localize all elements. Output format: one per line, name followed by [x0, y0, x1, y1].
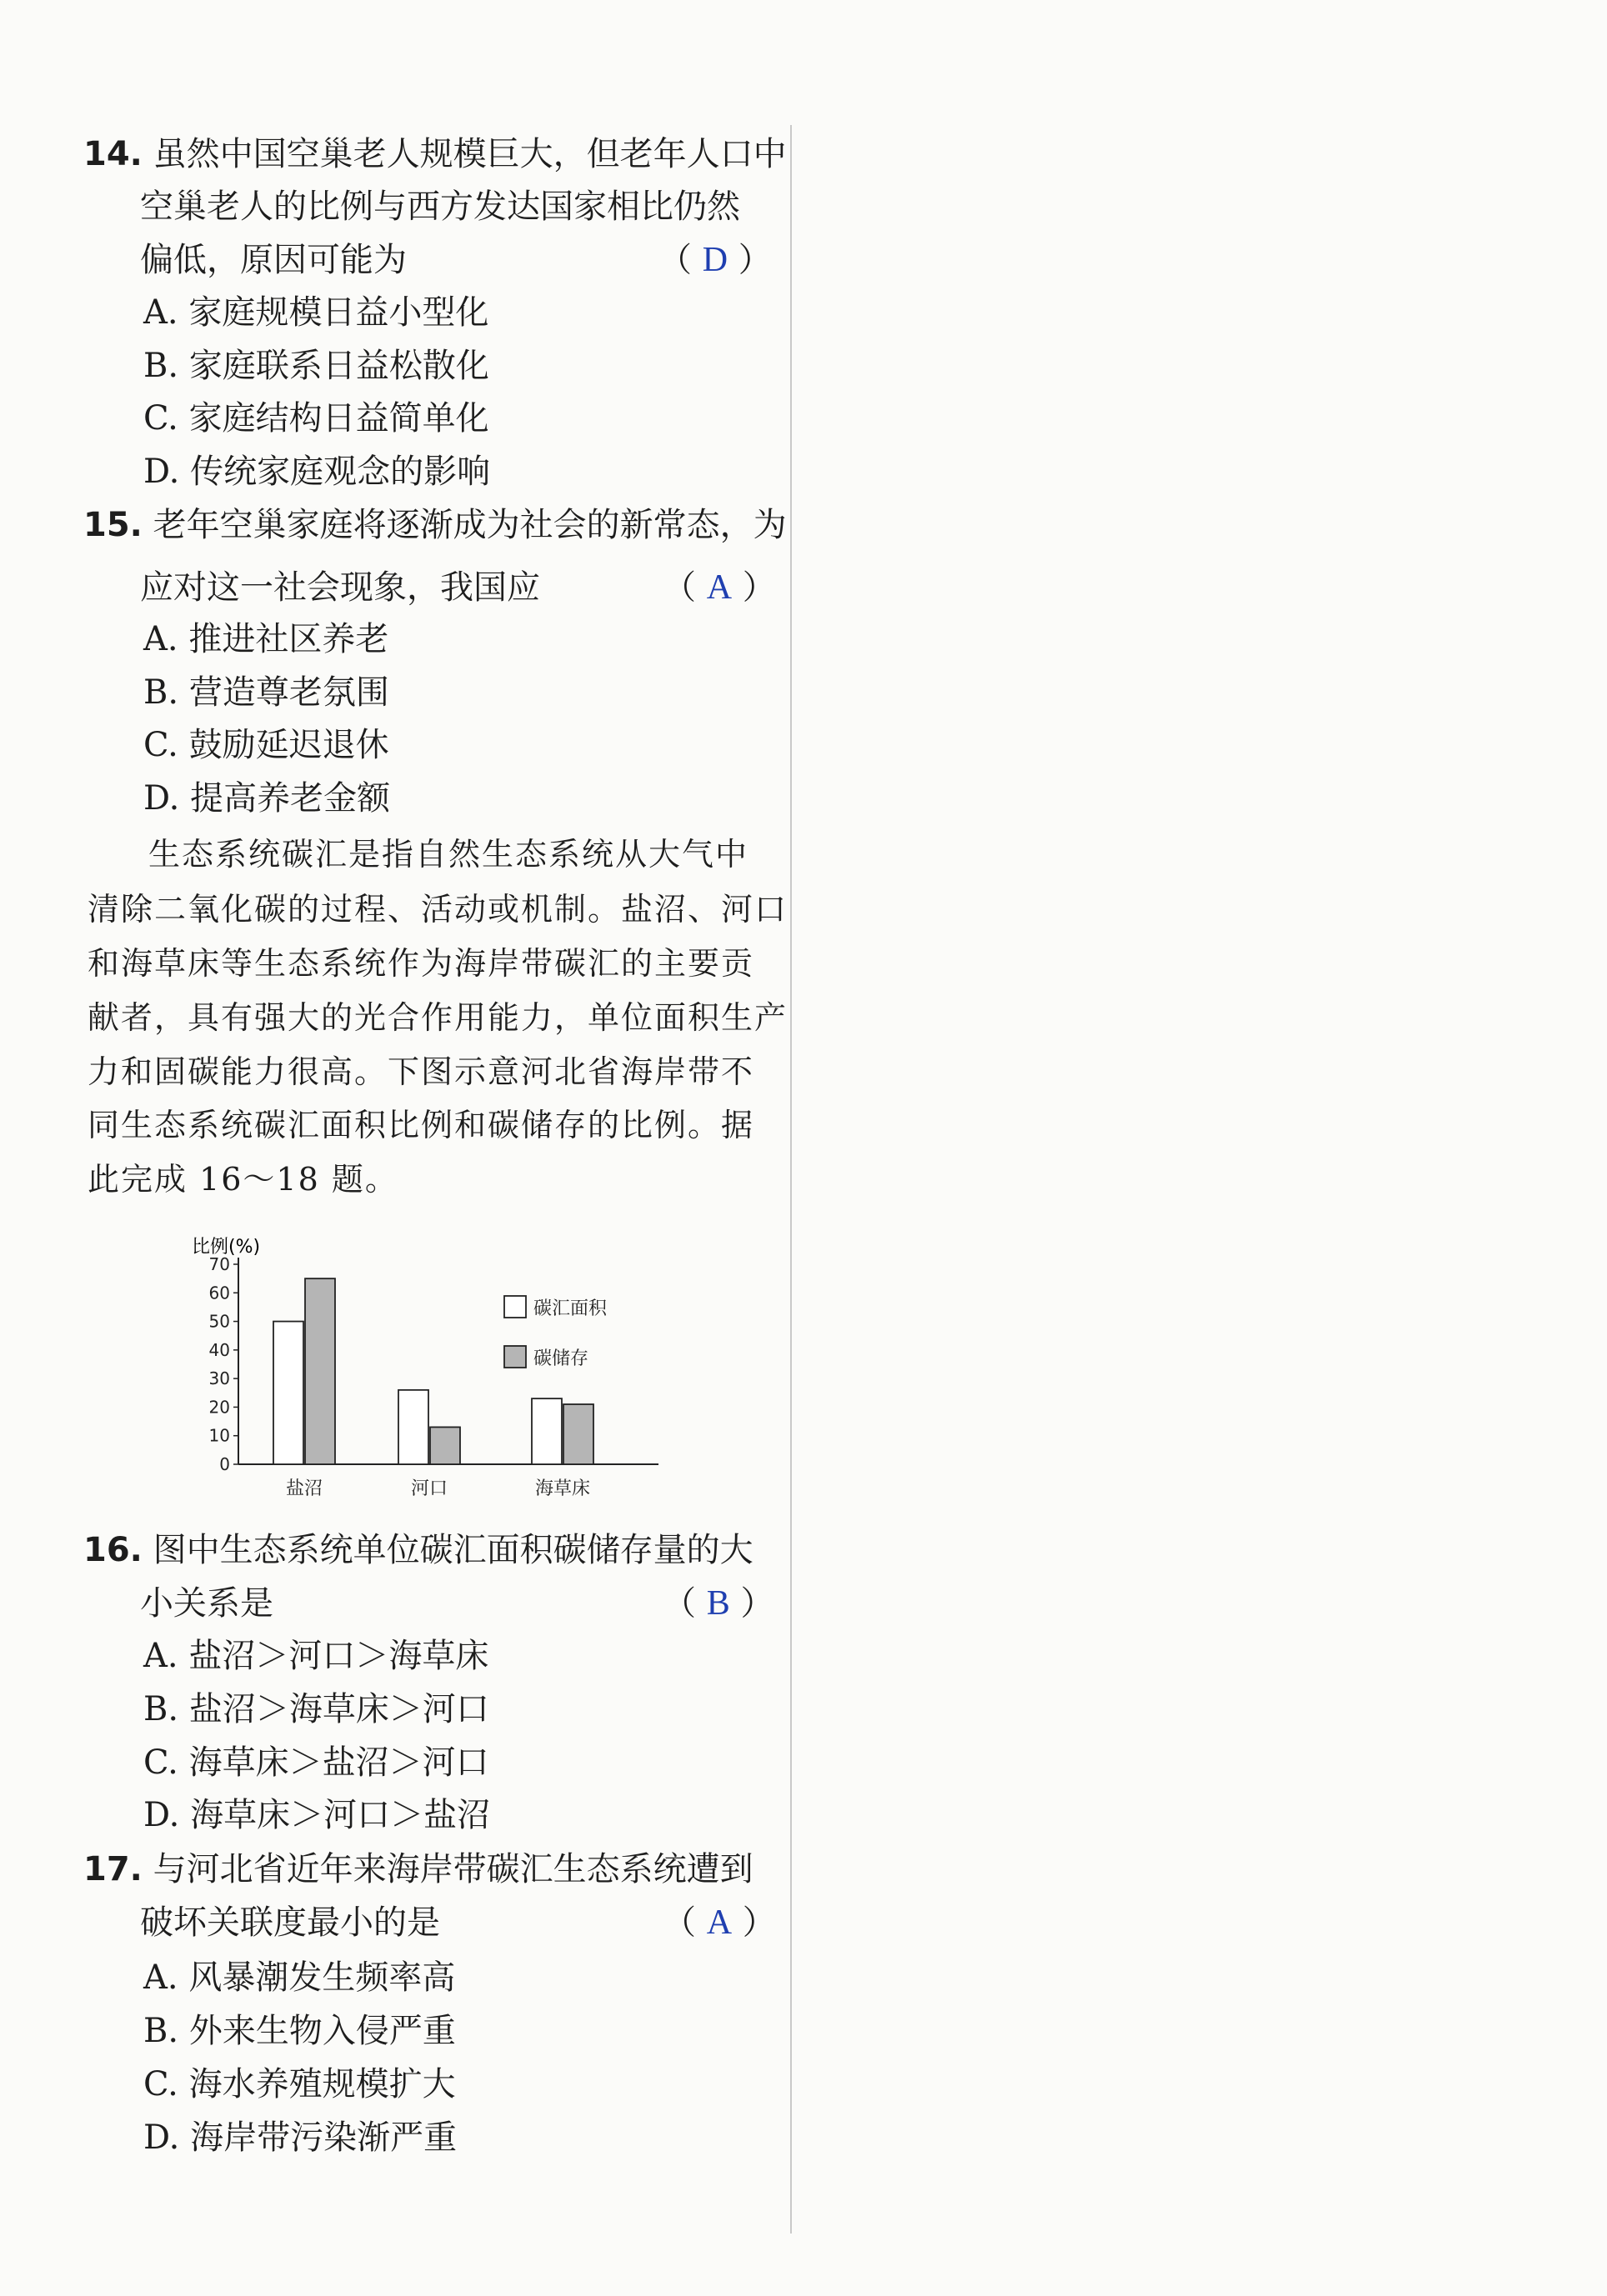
- passage-line-5: 力和固碳能力很高。下图示意河北省海岸带不: [88, 1053, 755, 1090]
- question-15-line-2: 应对这一社会现象，我国应: [140, 568, 540, 607]
- passage-line-3: 和海草床等生态系统作为海岸带碳汇的主要贡: [88, 945, 755, 982]
- bar-盐沼-碳汇面积: [273, 1322, 303, 1464]
- chart-y-tick-label: 70: [208, 1254, 230, 1274]
- option-15-b: B. 营造尊老氛围: [143, 673, 389, 712]
- question-number: 14.: [83, 135, 143, 173]
- option-15-c: C. 鼓励延迟退休: [143, 726, 389, 764]
- chart-y-tick-label: 10: [208, 1425, 230, 1446]
- legend-swatch-碳储存: [504, 1346, 526, 1368]
- option-16-d: D. 海草床＞河口＞盐沼: [143, 1796, 491, 1834]
- chart-y-tick-label: 60: [208, 1283, 230, 1303]
- option-14-c: C. 家庭结构日益简单化: [143, 399, 489, 438]
- bar-河口-碳储存: [430, 1427, 460, 1464]
- bar-海草床-碳储存: [563, 1404, 593, 1464]
- question-15-line-1: 15. 老年空巢家庭将逐渐成为社会的新常态，为: [83, 506, 787, 544]
- option-17-a: A. 风暴潮发生频率高: [143, 1958, 456, 1997]
- option-17-b: B. 外来生物入侵严重: [143, 2012, 456, 2050]
- passage-line-1: 生态系统碳汇是指自然生态系统从大气中: [148, 836, 749, 873]
- chart-y-tick-label: 40: [208, 1339, 230, 1360]
- option-16-b: B. 盐沼＞海草床＞河口: [143, 1690, 489, 1728]
- legend-swatch-碳汇面积: [504, 1296, 526, 1318]
- option-16-c: C. 海草床＞盐沼＞河口: [143, 1743, 489, 1782]
- bar-河口-碳汇面积: [398, 1390, 428, 1464]
- option-14-b: B. 家庭联系日益松散化: [143, 347, 489, 385]
- option-15-d: D. 提高养老金额: [143, 779, 391, 818]
- chart-y-tick-label: 50: [208, 1311, 230, 1332]
- answer-15: （ A ）: [663, 568, 776, 607]
- question-17-line-2: 破坏关联度最小的是: [140, 1903, 440, 1942]
- passage-line-6: 同生态系统碳汇面积比例和碳储存的比例。据: [88, 1107, 755, 1143]
- bar-盐沼-碳储存: [305, 1278, 335, 1464]
- bar-海草床-碳汇面积: [532, 1398, 562, 1464]
- chart-x-tick-label: 盐沼: [285, 1478, 323, 1499]
- question-14-line-1: 14. 虽然中国空巢老人规模巨大，但老年人口中: [83, 135, 787, 173]
- chart-y-axis-label: 比例(%): [192, 1237, 261, 1258]
- question-16-line-2: 小关系是: [140, 1584, 273, 1623]
- legend-label-碳储存: 碳储存: [533, 1348, 589, 1369]
- option-14-a: A. 家庭规模日益小型化: [143, 293, 489, 332]
- chart-x-tick-label: 河口: [410, 1478, 448, 1499]
- chart-y-tick-label: 20: [208, 1397, 230, 1418]
- option-17-d: D. 海岸带污染渐严重: [143, 2118, 458, 2157]
- chart-y-tick-label: 0: [219, 1454, 230, 1474]
- option-17-c: C. 海水养殖规模扩大: [143, 2065, 456, 2103]
- passage-line-4: 献者，具有强大的光合作用能力，单位面积生产: [88, 999, 788, 1036]
- column-divider: [790, 125, 792, 2233]
- question-16-line-1: 16. 图中生态系统单位碳汇面积碳储存量的大: [83, 1531, 753, 1569]
- legend-label-碳汇面积: 碳汇面积: [533, 1298, 608, 1319]
- passage-line-7: 此完成 16～18 题。: [88, 1161, 398, 1198]
- carbon-sink-bar-chart: [183, 1229, 683, 1504]
- option-14-d: D. 传统家庭观念的影响: [143, 453, 491, 491]
- question-14-line-3: 偏低，原因可能为: [140, 241, 407, 279]
- answer-16: （ B ）: [663, 1584, 774, 1623]
- chart-y-tick-label: 30: [208, 1368, 230, 1389]
- option-16-a: A. 盐沼＞河口＞海草床: [143, 1637, 489, 1675]
- answer-17: （ A ）: [663, 1903, 776, 1942]
- option-15-a: A. 推进社区养老: [143, 620, 389, 658]
- question-14-line-2: 空巢老人的比例与西方发达国家相比仍然: [140, 188, 740, 226]
- chart-legend: [504, 1296, 608, 1369]
- answer-14: （ D ）: [658, 241, 772, 279]
- question-17-line-1: 17. 与河北省近年来海岸带碳汇生态系统遭到: [83, 1850, 753, 1888]
- passage-line-2: 清除二氧化碳的过程、活动或机制。盐沼、河口: [88, 891, 788, 928]
- chart-x-tick-label: 海草床: [534, 1478, 591, 1499]
